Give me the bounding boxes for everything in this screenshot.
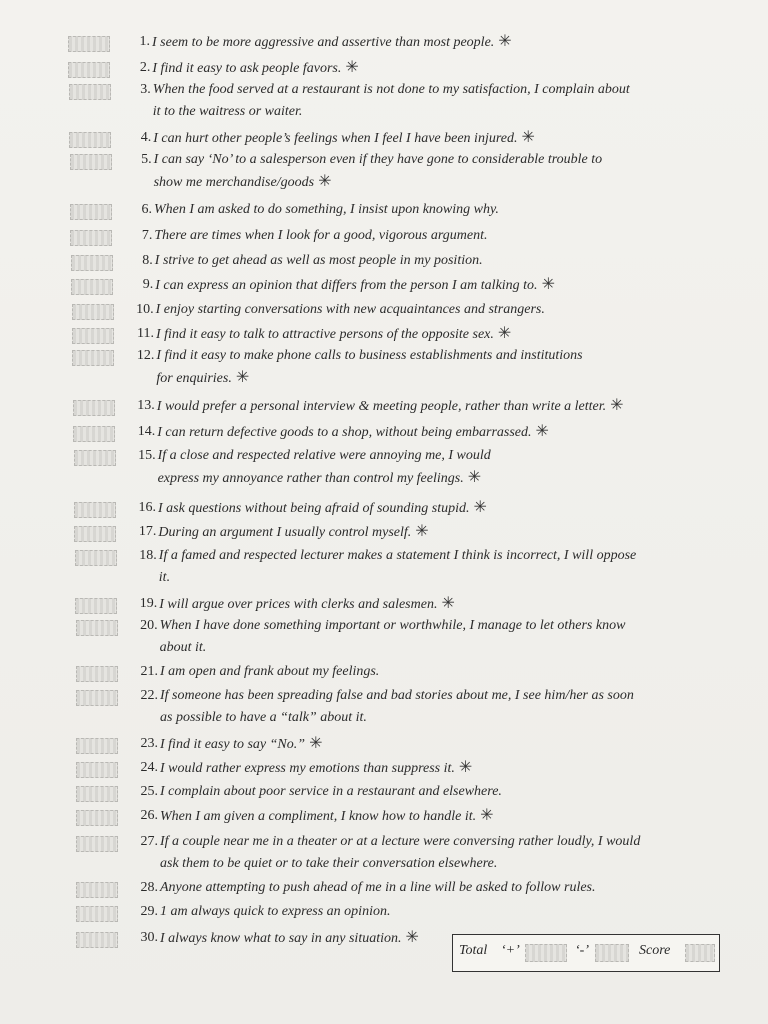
question-text-line: When I am given a compliment, I know how to handle it. [160,809,477,824]
question-text-line: I can return defective goods to a shop, without being embarrassed. [157,425,532,440]
asterisk-mark-icon: ✳ [610,397,624,414]
response-box[interactable] [69,132,111,148]
question-text [155,274,725,297]
question-text [158,521,728,544]
asterisk-mark-icon: ✳ [467,469,482,486]
asterisk-mark-icon: ✳ [521,129,535,146]
question-number: 14. [137,424,156,439]
asterisk-mark-icon: ✳ [441,595,455,612]
question-number: 19. [139,596,158,611]
question-text-line: for enquiries. [156,371,232,386]
question-text [158,445,728,490]
question-number: 10. [136,302,154,317]
response-box[interactable] [68,36,110,52]
asterisk-mark-icon: ✳ [235,369,250,386]
asterisk-mark-icon: ✳ [415,523,429,540]
question-text-line: When I am asked to do something, I insist upon knowing why. [154,202,499,217]
question-text [155,250,725,272]
question-text [160,831,730,875]
question-text-line: I would prefer a personal interview & meeting people, rather than write a letter. [156,399,607,414]
question-number: 1. [139,34,150,49]
question-text-line: I always know what to say in any situation. [160,931,402,946]
question-text-line: When the food served at a restaurant is not done to my satisfaction, I complain about [152,82,630,97]
question-text-line: express my annoyance rather than control my feelings. [157,471,464,486]
response-box[interactable] [76,810,118,826]
response-box[interactable] [71,255,113,271]
question-text [160,733,730,756]
response-box[interactable] [73,400,115,416]
score-value-box [685,944,715,962]
question-text-line: show me merchandise/goods [153,175,315,190]
question-number: 12. [136,348,155,363]
question-text [160,685,730,729]
question-text-line: I find it easy to ask people favors. [152,61,342,76]
response-box[interactable] [74,526,116,542]
question-number: 5. [141,152,152,167]
question-text [153,79,723,123]
question-text-line: If someone has been spreading false and bad stories about me, I see him/her as soon [160,688,634,703]
total-score-box [452,934,720,972]
question-text [154,149,724,194]
response-box[interactable] [75,598,117,614]
response-box[interactable] [76,620,118,636]
question-text-line: I enjoy starting conversations with new acquaintances and strangers. [155,302,545,317]
asterisk-mark-icon: ✳ [535,423,549,440]
question-number: 21. [140,664,158,679]
question-text [157,421,727,444]
question-text [160,615,730,659]
question-text-line: I find it easy to say “No.” [160,737,306,752]
question-text-line: ask them to be quiet or to take their conversation elsewhere. [160,856,498,871]
question-number: 30. [140,930,158,945]
question-number: 7. [141,228,153,243]
question-text-line: I find it easy to talk to attractive persons of the opposite sex. [156,327,494,342]
question-text-line: I will argue over prices with clerks and salesmen. [159,597,438,612]
asterisk-mark-icon: ✳ [473,499,487,516]
question-number: 15. [138,448,156,463]
question-text [160,661,730,683]
response-box[interactable] [74,502,116,518]
question-number: 6. [141,202,152,217]
question-text [160,901,730,923]
asterisk-mark-icon: ✳ [498,33,512,50]
question-text [152,57,722,80]
question-text-line: If a couple near me in a theater or at a lecture were conversing rather loudly, I would [160,834,641,849]
minus-count-box [595,944,629,962]
question-number: 16. [138,500,156,515]
response-box[interactable] [76,738,118,754]
question-text [157,395,727,418]
response-box[interactable] [72,350,114,366]
question-text-line: If a famed and respected lecturer makes a statement I think is incorrect, I will oppose [158,548,637,563]
minus-label: ‘-’ [575,943,589,958]
question-number: 4. [140,130,152,145]
question-text-line: I ask questions without being afraid of sounding stupid. [158,501,470,516]
question-text-line: There are times when I look for a good, vigorous argument. [154,228,488,243]
question-number: 8. [142,253,153,268]
question-number: 25. [140,784,158,799]
asterisk-mark-icon: ✳ [497,325,512,342]
question-number: 20. [140,618,158,633]
response-box[interactable] [76,786,118,802]
question-text-line: Anyone attempting to push ahead of me in a line will be asked to follow rules. [160,880,596,895]
question-text-line: I find it easy to make phone calls to business establishments and institutions [156,348,583,363]
question-text-line: I can express an opinion that differs from the person I am talking to. [155,278,538,293]
question-text-line: If a close and respected relative were annoying me, I would [157,448,491,463]
asterisk-mark-icon: ✳ [345,59,359,76]
response-box[interactable] [76,762,118,778]
response-box[interactable] [71,279,113,295]
asterisk-mark-icon: ✳ [318,173,332,190]
asterisk-mark-icon: ✳ [541,276,555,293]
response-box[interactable] [69,84,111,100]
question-number: 9. [142,277,154,292]
question-number: 18. [139,548,157,563]
question-text-line: I complain about poor service in a restaurant and elsewhere. [160,784,502,799]
question-text-line: When I have done something important or worthwhile, I manage to let others know [159,618,626,633]
response-box[interactable] [72,304,114,320]
plus-label: ‘+’ [501,943,520,958]
response-box[interactable] [76,836,118,852]
response-box[interactable] [68,62,110,78]
question-number: 29. [140,904,158,919]
response-box[interactable] [73,426,115,442]
question-text-line: I can say ‘No’ to a salesperson even if they have gone to considerable trouble to [153,152,603,167]
question-text [160,781,730,803]
response-box[interactable] [76,906,118,922]
response-box[interactable] [74,450,116,466]
question-text [156,345,726,390]
question-text [159,593,729,616]
response-box[interactable] [76,882,118,898]
question-text [156,323,726,346]
question-text-line: about it. [159,640,207,655]
response-box[interactable] [72,328,114,344]
question-number: 26. [140,808,158,823]
question-text [160,877,730,899]
question-number: 3. [140,82,151,97]
question-number: 17. [138,524,157,539]
question-text [160,805,730,828]
question-text-line: it. [158,570,171,585]
question-number: 22. [140,688,158,703]
question-text [159,545,729,589]
question-number: 13. [137,398,155,413]
asterisk-mark-icon: ✳ [458,759,473,776]
response-box[interactable] [75,550,117,566]
question-number: 11. [137,326,154,341]
question-text [158,497,728,520]
response-box[interactable] [76,690,118,706]
response-box[interactable] [76,932,118,948]
response-box[interactable] [76,666,118,682]
question-text-line: as possible to have a “talk” about it. [160,710,367,725]
question-text [156,299,726,321]
question-text [154,225,724,247]
question-number: 2. [139,60,151,75]
question-text-line: I would rather express my emotions than suppress it. [160,761,455,776]
question-text-line: 1 am always quick to express an opinion. [160,904,391,919]
question-text [153,127,723,150]
plus-count-box [525,944,567,962]
question-text-line: I am open and frank about my feelings. [160,664,380,679]
question-text [160,757,730,780]
question-text-line: it to the waitress or waiter. [152,104,303,119]
response-box[interactable] [70,154,112,170]
asterisk-mark-icon: ✳ [309,735,323,752]
question-text [152,31,722,54]
question-text-line: I can hurt other people’s feelings when I feel I have been injured. [153,131,518,146]
response-box[interactable] [70,230,112,246]
asterisk-mark-icon: ✳ [405,929,419,946]
response-box[interactable] [70,204,112,220]
score-label: Score [639,943,671,958]
question-number: 23. [140,736,158,751]
question-text [154,199,724,221]
asterisk-mark-icon: ✳ [480,807,494,824]
question-number: 24. [140,760,158,775]
question-text-line: I seem to be more aggressive and assertive than most people. [152,35,495,50]
question-text-line: During an argument I usually control myself. [158,525,412,540]
total-label: Total [459,943,488,958]
question-number: 28. [140,880,158,895]
question-number: 27. [140,834,158,849]
question-text-line: I strive to get ahead as well as most people in my position. [154,253,483,268]
